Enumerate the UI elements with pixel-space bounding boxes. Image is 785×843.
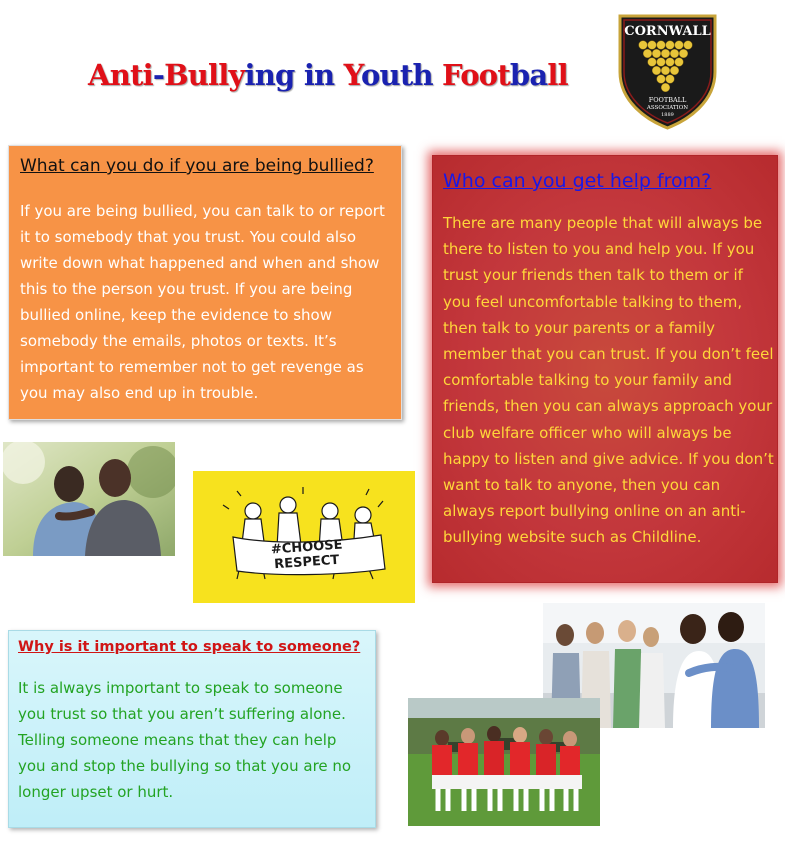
title-fragment: Y bbox=[343, 58, 362, 92]
svg-text:#CHOOSE: #CHOOSE bbox=[270, 537, 344, 558]
bullied-heading: What can you do if you are being bullied? bbox=[20, 156, 374, 176]
youth-team-huddle-photo bbox=[408, 698, 600, 826]
page-title bbox=[88, 58, 568, 92]
speak-body: It is always important to speak to someone you trust so that you aren’t suffering alone. Telling someone means that they can help you and stop the bullying so that you are no longer upset or hurt. bbox=[18, 679, 352, 801]
svg-text:ASSOCIATION: ASSOCIATION bbox=[646, 105, 689, 111]
choose-respect-illustration bbox=[193, 471, 415, 603]
title-fragment: Bully bbox=[164, 58, 245, 92]
title-fragment: Anti bbox=[88, 58, 153, 92]
svg-text:1889: 1889 bbox=[661, 112, 674, 118]
title-fragment: - bbox=[152, 58, 165, 92]
hug-photo bbox=[3, 442, 175, 556]
title-fragment: in bbox=[294, 58, 344, 92]
svg-text:FOOTBALL: FOOTBALL bbox=[648, 96, 687, 104]
help-heading[interactable]: Who can you get help from? bbox=[443, 170, 712, 192]
svg-text:RESPECT: RESPECT bbox=[273, 552, 340, 573]
speak-to-someone-panel bbox=[8, 630, 376, 828]
bullied-advice-panel bbox=[8, 145, 402, 420]
title-fragment: ll bbox=[547, 58, 568, 92]
title-fragment: outh bbox=[361, 58, 433, 92]
bullied-body: If you are being bullied, you can talk to or report it to somebody that you trust. You could also write down what happened and when and show this to the person you trust. If you are being bullied online, keep the evidence to show somebody the emails, photos or texts. It’s important to remember not to get revenge as you may also end up in trouble. bbox=[20, 202, 385, 402]
title-fragment bbox=[433, 58, 442, 92]
title-fragment: ing bbox=[244, 58, 295, 92]
help-sources-panel bbox=[432, 155, 778, 583]
svg-text:CORNWALL: CORNWALL bbox=[624, 24, 711, 39]
help-body: There are many people that will always be there to listen to you and help you. If you trust your friends then talk to them or if you feel uncomfortable talking to them, then talk to your parents or a family member that you can trust. If you don’t feel comfortable talking to your family and friends, then you can always approach your club welfare officer who will always be happy to listen and give advice. If you don’t want to talk to anyone, then you can always report bullying online on an anti-bullying website such as Childline. bbox=[443, 214, 774, 547]
title-fragment: ba bbox=[509, 58, 548, 92]
title-fragment: Foot bbox=[442, 58, 510, 92]
cornwall-fa-crest-logo bbox=[616, 12, 719, 130]
speak-heading: Why is it important to speak to someone? bbox=[18, 639, 361, 655]
